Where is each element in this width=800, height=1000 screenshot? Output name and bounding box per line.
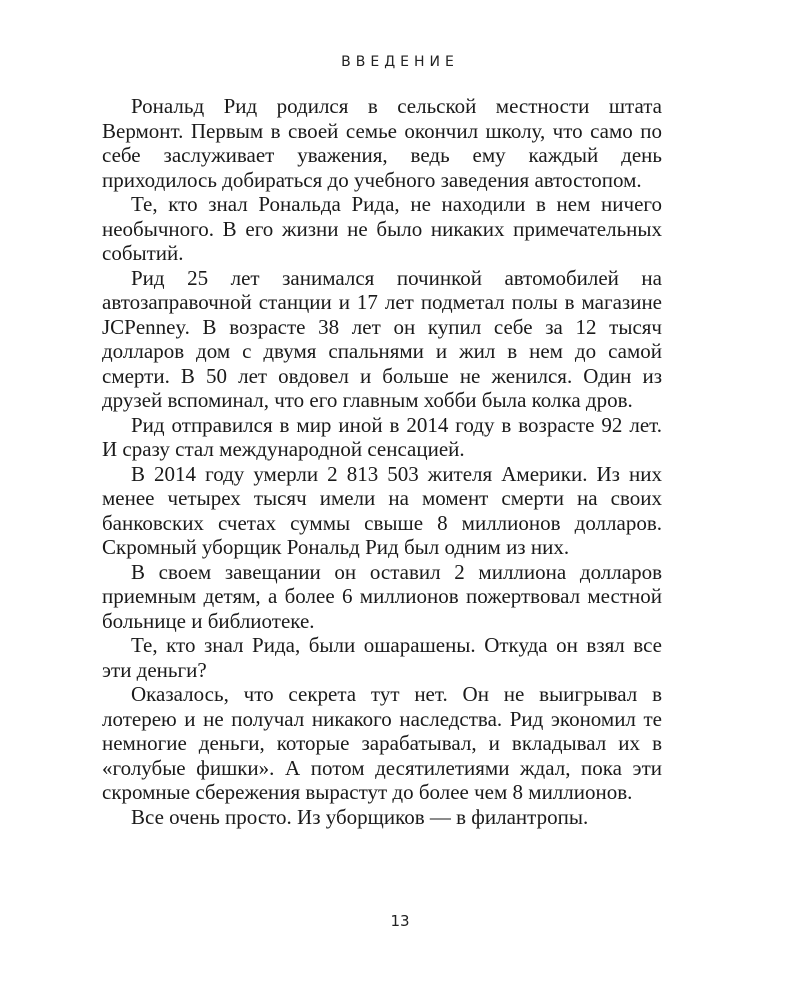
paragraph-2: Те, кто знал Рональда Рида, не находили в нем ничего необычного. В его жизни не было никаких примечательных событий. [102,192,662,265]
paragraph-9: Все очень просто. Из уборщиков — в филантропы. [131,804,589,829]
body-text [102,94,662,829]
running-head: ВВЕДЕНИЕ [341,54,459,70]
paragraph-6: В своем завещании он оставил 2 миллиона долларов приемным детям, а более 6 миллионов пожертвовал местной больнице и библиотеке. [102,559,662,633]
paragraph-7: Те, кто знал Рида, были ошарашены. Откуда он взял все эти деньги? [102,633,662,682]
paragraph-5: В 2014 году умерли 2 813 503 жителя Америки. Из них менее четырех тысяч имели на момент смерти на своих банковских счетах суммы свыше 8 миллионов долларов. Скромный уборщик Рональд Рид был одним из них. [102,461,662,559]
paragraph-1: Рональд Рид родился в сельской местности штата Вермонт. Первым в своей семье окончил школу, что само по себе заслуживает уважения, ведь ему каждый день приходилось добираться до учебного заведения автостопом. [102,94,662,192]
paragraph-4: Рид отправился в мир иной в 2014 году в возрасте 92 лет. И сразу стал международной сенсацией. [102,412,662,461]
paragraph-3: Рид 25 лет занимался починкой автомобилей на автозаправочной станции и 17 лет подметал полы в магазине JCPenney. В возрасте 38 лет он купил себе за 12 тысяч долларов дом с двумя спальнями и жил в нем до самой смерти. В 50 лет овдовел и больше не женился. Один из друзей вспоминал, что его главным хобби была колка дров. [102,265,662,412]
paragraph-8: Оказалось, что секрета тут нет. Он не выигрывал в лотерею и не получал никакого наследства. Рид экономил те немногие деньги, которые зарабатывал, и вкладывал их в «голубые фишки». А потом десятилетиями ждал, пока эти скромные сбережения вырастут до более чем 8 миллионов. [102,682,662,804]
page-number: 13 [390,912,410,930]
